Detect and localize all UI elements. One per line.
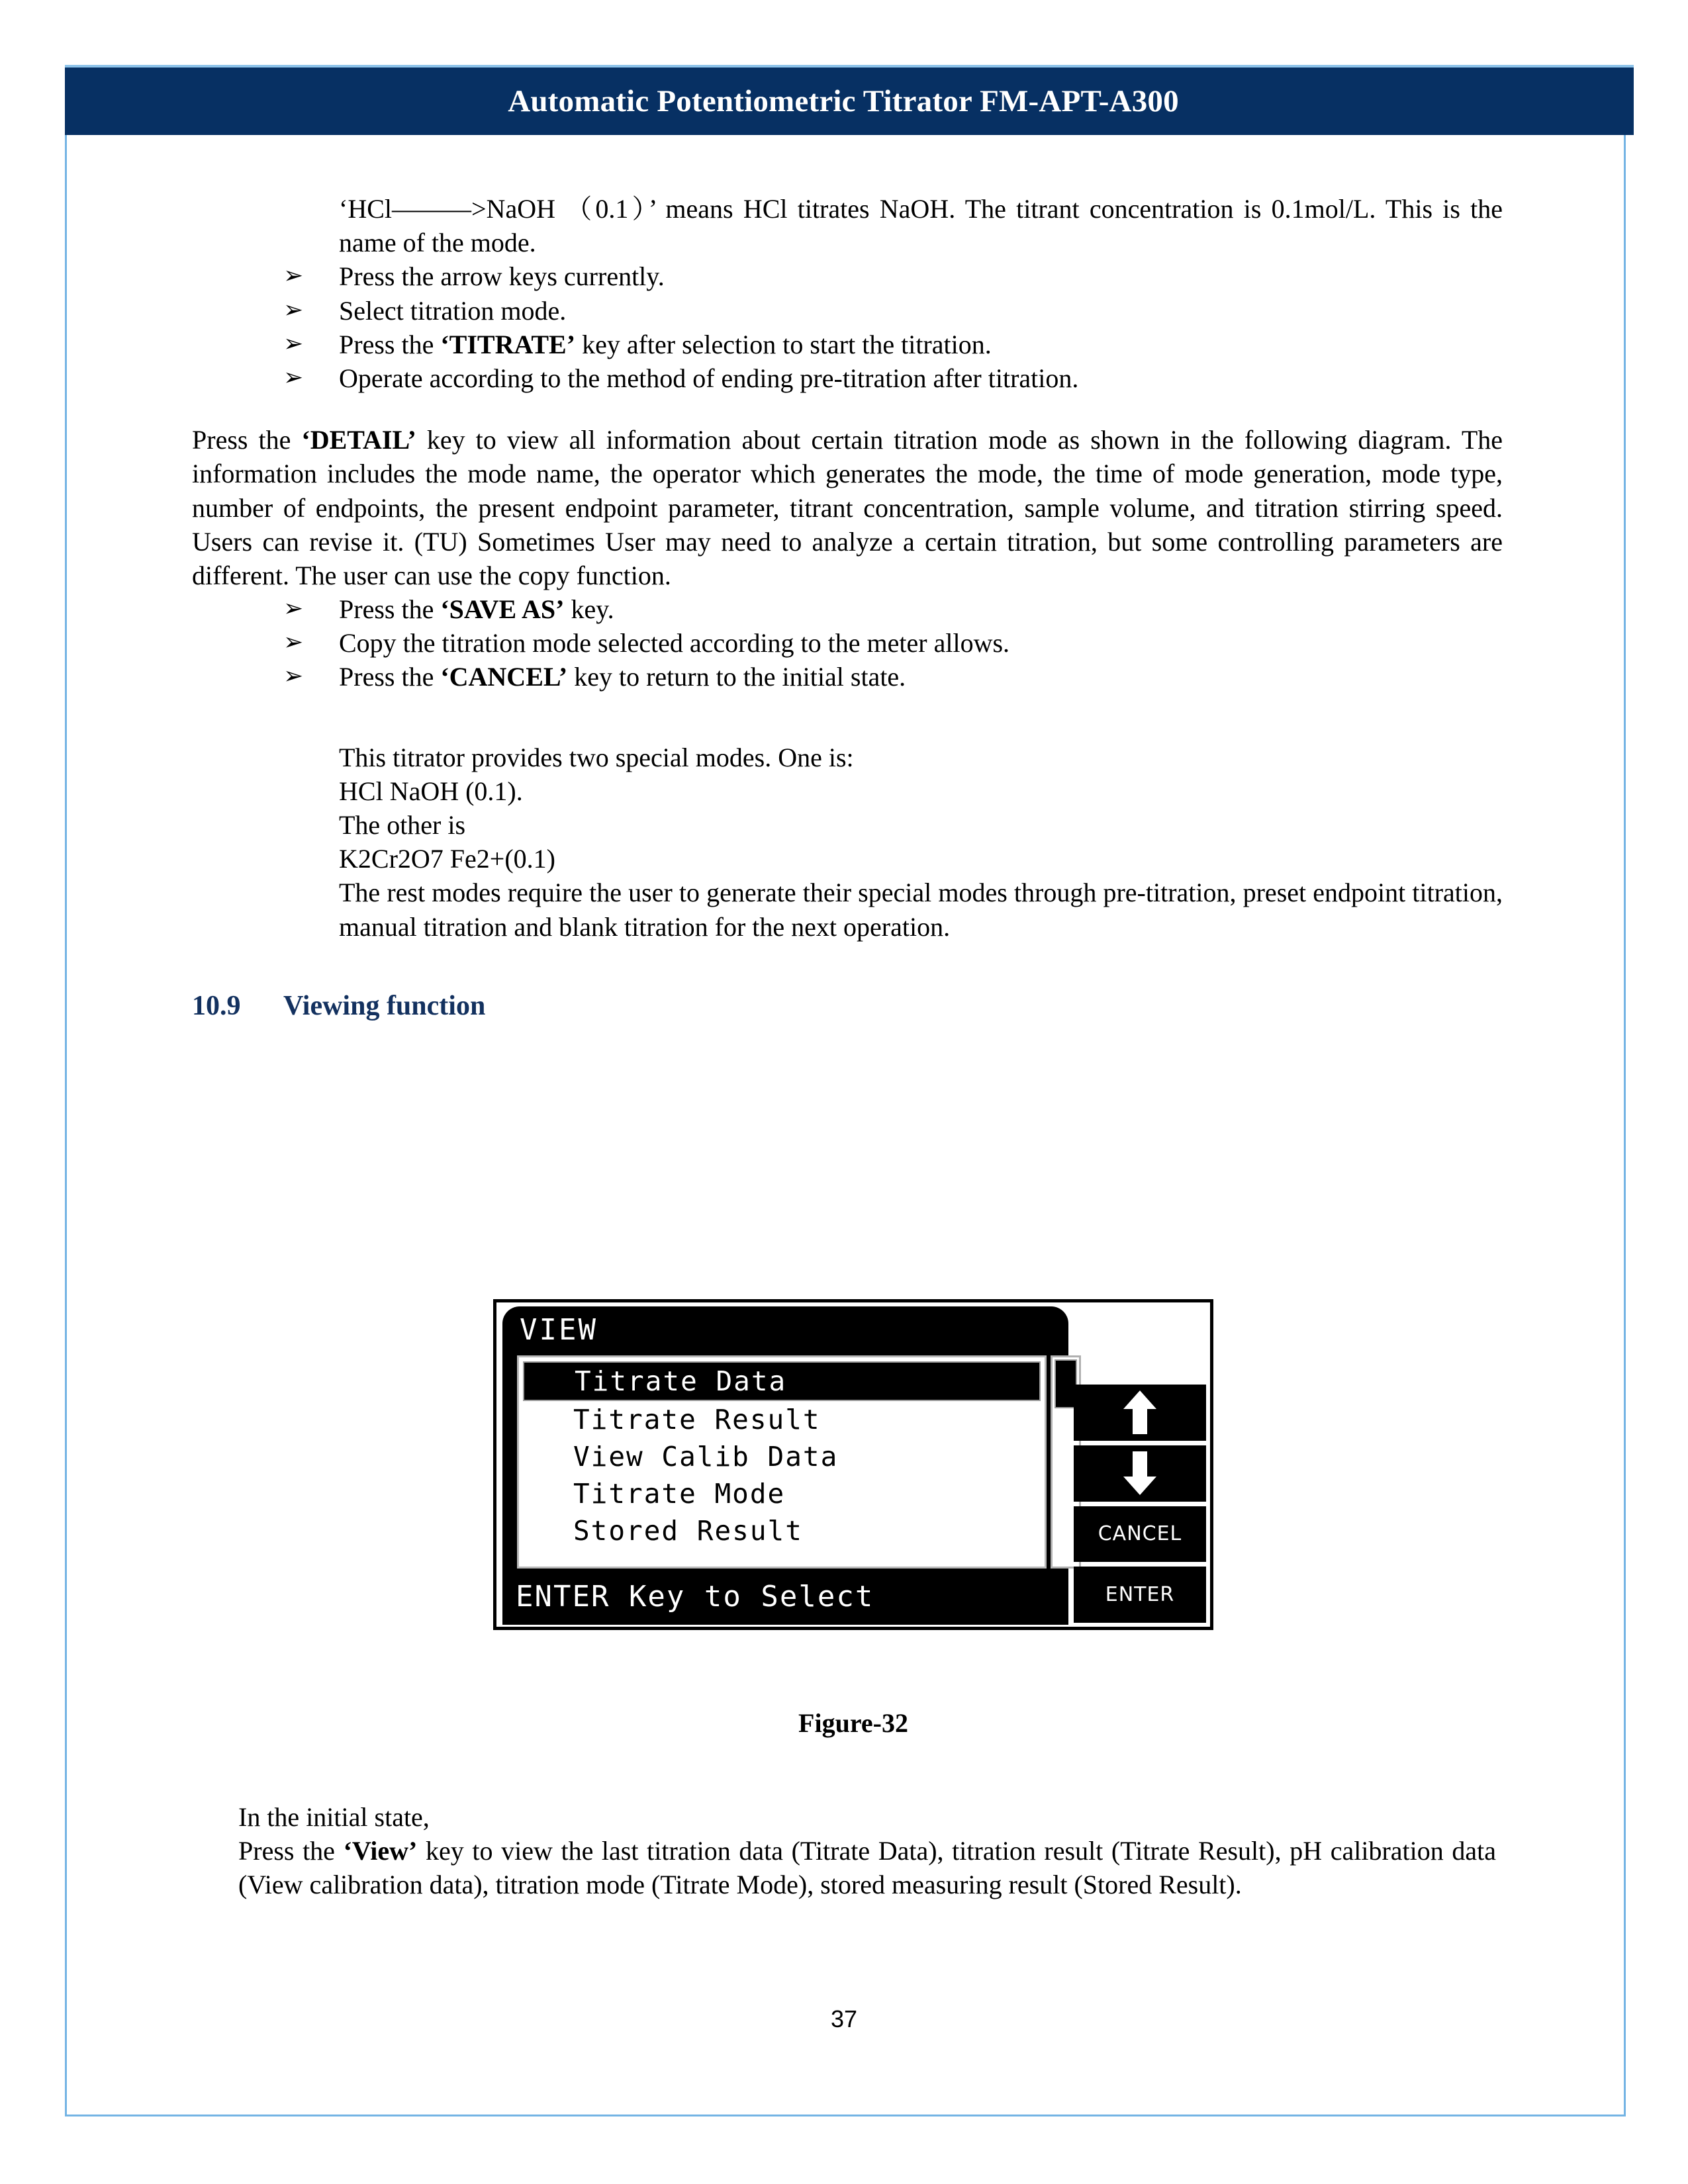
lcd-key-arrow-up[interactable] bbox=[1074, 1385, 1206, 1441]
list-item-label: Press the arrow keys currently. bbox=[339, 261, 665, 292]
special-modes-line-4: K2Cr2O7 Fe2+(0.1) bbox=[339, 844, 555, 874]
lcd-key-arrow-down[interactable] bbox=[1074, 1445, 1206, 1502]
closing-line-2-after: key to view the last titration data (Titrate Data), titration result (Titrate Result), pH calibration data (View calibration data), titration mode (Titrate Mode), stored measuring result (Stored Result). bbox=[238, 1836, 1496, 1900]
lcd-key-cancel[interactable]: CANCEL bbox=[1074, 1506, 1206, 1563]
list-item-label-before: Press the bbox=[339, 594, 441, 625]
list-item bbox=[192, 294, 1503, 328]
list-item-label: Operate according to the method of ending pre-titration after titration. bbox=[339, 363, 1079, 393]
detail-paragraph-before: Press the bbox=[192, 425, 302, 455]
figure-32-lcd-screenshot bbox=[493, 1299, 1213, 1630]
arrow-up-icon bbox=[1121, 1388, 1159, 1437]
paragraph-spacer bbox=[192, 395, 1503, 423]
special-modes-line-5: The rest modes require the user to generate their special modes through pre-titration, preset endpoint titration, manual titration and blank titration for the next operation. bbox=[339, 878, 1503, 942]
arrow-bullet-icon: ➢ bbox=[283, 296, 304, 324]
header-banner bbox=[65, 65, 1634, 135]
key-name-cancel: ‘CANCEL’ bbox=[440, 662, 568, 692]
bullet-list-2 bbox=[192, 592, 1503, 694]
arrow-bullet-icon: ➢ bbox=[283, 330, 304, 357]
section-spacer bbox=[192, 944, 1503, 990]
lcd-menu-item-view-calib-data[interactable]: View Calib Data bbox=[573, 1441, 839, 1473]
page-title: Automatic Potentiometric Titrator FM-APT-A300 bbox=[508, 84, 1179, 118]
section-heading-10-9 bbox=[192, 990, 1503, 1022]
key-name-titrate: ‘TITRATE’ bbox=[440, 329, 576, 359]
figure-caption: Figure-32 bbox=[798, 1708, 908, 1738]
key-name-save-as: ‘SAVE AS’ bbox=[440, 594, 565, 625]
lcd-menu-item-titrate-mode[interactable]: Titrate Mode bbox=[573, 1478, 786, 1510]
lcd-panel bbox=[493, 1299, 1213, 1630]
list-item bbox=[192, 660, 1503, 694]
list-item-label-after: key to return to the initial state. bbox=[567, 662, 906, 692]
closing-line-2-before: Press the bbox=[238, 1836, 344, 1866]
list-item-label-before: Press the bbox=[339, 329, 441, 359]
document-body bbox=[192, 192, 1503, 1022]
list-item-label: Select titration mode. bbox=[339, 295, 567, 326]
lcd-body bbox=[502, 1306, 1068, 1625]
section-title: Viewing function bbox=[283, 990, 486, 1021]
arrow-bullet-icon: ➢ bbox=[283, 595, 304, 623]
closing-block bbox=[238, 1800, 1496, 1902]
intro-paragraph: ‘HCl———>NaOH （0.1）’ means HCl titrates NaOH. The titrant concentration is 0.1mol/L. This is the name of the mode. bbox=[339, 194, 1503, 258]
arrow-down-icon bbox=[1121, 1449, 1159, 1498]
special-modes-line-1: This titrator provides two special modes. One is: bbox=[339, 742, 854, 772]
closing-line-2 bbox=[238, 1834, 1496, 1901]
lcd-menu-item-stored-result[interactable]: Stored Result bbox=[573, 1515, 803, 1547]
page-number: 37 bbox=[830, 2005, 858, 2032]
special-modes-line-3: The other is bbox=[339, 810, 466, 840]
detail-paragraph bbox=[192, 423, 1503, 592]
key-name-detail: ‘DETAIL’ bbox=[301, 425, 416, 455]
arrow-bullet-icon: ➢ bbox=[283, 662, 304, 690]
lcd-menu-item-titrate-result[interactable]: Titrate Result bbox=[573, 1404, 821, 1435]
list-item bbox=[192, 361, 1503, 395]
lcd-menu-list bbox=[517, 1355, 1047, 1569]
arrow-bullet-icon: ➢ bbox=[283, 629, 304, 657]
list-item-label: Copy the titration mode selected according to the meter allows. bbox=[339, 628, 1010, 659]
section-number: 10.9 bbox=[192, 990, 241, 1021]
lcd-status-bar: ENTER Key to Select bbox=[516, 1580, 874, 1614]
list-item-label-after: key. bbox=[564, 594, 614, 625]
list-item bbox=[192, 592, 1503, 626]
lcd-title-bar: VIEW bbox=[520, 1313, 598, 1347]
arrow-bullet-icon: ➢ bbox=[283, 262, 304, 290]
lcd-menu-item-titrate-data[interactable]: Titrate Data bbox=[523, 1361, 1041, 1401]
arrow-bullet-icon: ➢ bbox=[283, 363, 304, 391]
paragraph-spacer bbox=[192, 694, 1503, 741]
special-modes-line-2: HCl NaOH (0.1). bbox=[339, 776, 523, 806]
lcd-key-enter[interactable]: ENTER bbox=[1074, 1567, 1206, 1623]
list-item-label-after: key after selection to start the titration. bbox=[575, 329, 992, 359]
lcd-soft-key-column bbox=[1074, 1385, 1206, 1623]
list-item bbox=[192, 626, 1503, 660]
list-item bbox=[192, 328, 1503, 361]
detail-paragraph-after: key to view all information about certain titration mode as shown in the following diagram. The information includes the mode name, the operator which generates the mode, the time of mode generation, mode type, number of endpoints, the present endpoint parameter, titrant concentration, sample volume, and titration stirring speed. Users can revise it. (TU) Sometimes User may need to analyze a certain titration, but some controlling parameters are different. The user can use the copy function. bbox=[192, 425, 1503, 590]
list-item bbox=[192, 259, 1503, 293]
bullet-list-1 bbox=[192, 259, 1503, 395]
closing-line-1: In the initial state, bbox=[238, 1802, 430, 1832]
key-name-view: ‘View’ bbox=[343, 1836, 418, 1866]
list-item-label-before: Press the bbox=[339, 662, 441, 692]
